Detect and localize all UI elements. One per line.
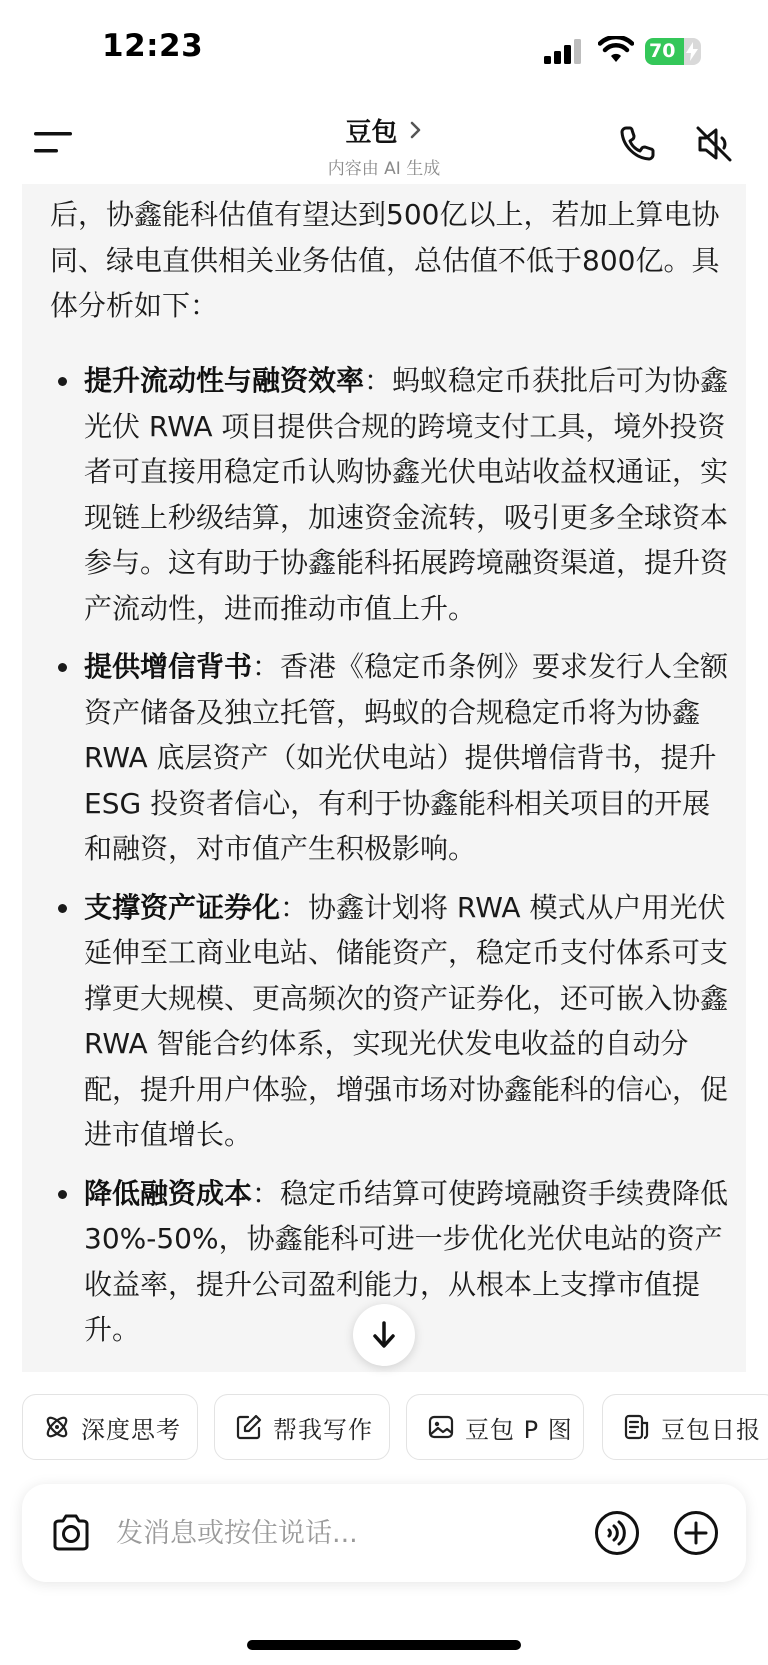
chip-image-edit[interactable] bbox=[406, 1394, 584, 1460]
bullet-dot bbox=[58, 377, 67, 386]
list-item bbox=[50, 644, 730, 872]
atom-icon bbox=[43, 1413, 71, 1441]
chip-label: 帮我写作 bbox=[273, 1415, 373, 1444]
status-bar bbox=[0, 0, 768, 100]
battery-indicator bbox=[645, 38, 701, 65]
charging-bolt-icon bbox=[686, 42, 698, 61]
chip-daily-report[interactable] bbox=[602, 1394, 768, 1460]
chat-scroll-area[interactable] bbox=[22, 184, 746, 1372]
mute-speaker-icon[interactable] bbox=[694, 124, 734, 164]
list-item bbox=[50, 358, 730, 631]
bullet-heading: 提供增信背书 bbox=[84, 650, 253, 683]
voice-call-icon[interactable] bbox=[594, 1510, 640, 1556]
cellular-signal-icon bbox=[544, 38, 584, 64]
bullet-heading: 支撑资产证券化 bbox=[84, 890, 281, 924]
bullet-body: ：蚂蚁稳定币获批后可为协鑫光伏 RWA 项目提供合规的跨境支付工具，境外投资者可直接用稳定币认购协鑫光伏电站收益权通证，实现链上秒级结算，加速资金流转，吸引更多全球资本参与。这有助于协鑫能科拓展跨境融资渠道，提升资产流动性，进而推动市值上升。 bbox=[84, 364, 729, 625]
bullet-dot bbox=[58, 663, 67, 672]
quick-action-bar bbox=[22, 1394, 768, 1462]
chip-writing[interactable] bbox=[214, 1394, 390, 1460]
message-bullet-list bbox=[50, 358, 730, 1366]
bullet-body: ：香港《稳定币条例》要求发行人全额资产储备及独立托管，蚂蚁的合规稳定币将为协鑫 RWA 底层资产（如光伏电站）提供增信背书，提升 ESG 投资者信心，有利于协鑫能科相关项目的开展和融资，对市值产生积极影响。 bbox=[84, 650, 729, 865]
phone-icon[interactable] bbox=[617, 124, 657, 164]
status-time: 12:23 bbox=[102, 28, 204, 64]
battery-percent: 70 bbox=[649, 40, 676, 62]
home-indicator bbox=[247, 1640, 521, 1650]
edit-icon bbox=[235, 1413, 263, 1441]
message-intro: 后，协鑫能科估值有望达到500亿以上，若加上算电协同、绿电直供相关业务估值，总估值不低于800亿。具体分析如下： bbox=[50, 198, 720, 322]
ai-generated-note: 内容由 AI 生成 bbox=[327, 159, 441, 179]
plus-circle-icon[interactable] bbox=[673, 1510, 719, 1556]
camera-icon[interactable] bbox=[49, 1511, 93, 1555]
chevron-right-icon bbox=[409, 120, 423, 140]
chat-header bbox=[0, 100, 768, 184]
bullet-heading: 提升流动性与融资效率 bbox=[84, 364, 365, 397]
image-edit-icon bbox=[427, 1413, 455, 1441]
chip-deep-thinking[interactable] bbox=[22, 1394, 198, 1460]
bullet-body: ：协鑫计划将 RWA 模式从户用光伏延伸至工商业电站、储能资产，稳定币支付体系可支撑更大规模、更高频次的资产证券化，还可嵌入协鑫 RWA 智能合约体系，实现光伏发电收益的自动分配，提升用户体验，增强市场对协鑫能科的信心，促进市值增长。 bbox=[84, 890, 729, 1151]
bot-message-bubble bbox=[22, 184, 746, 1372]
bullet-body: ：稳定币结算可使跨境融资手续费降低 30%-50%，协鑫能科可进一步优化光伏电站的资产收益率，提升公司盈利能力，从根本上支撑市值提升。 bbox=[84, 1176, 729, 1346]
chip-label: 豆包日报 bbox=[661, 1415, 761, 1444]
chip-label: 豆包 P 图 bbox=[465, 1415, 573, 1444]
scroll-to-bottom-button[interactable] bbox=[353, 1304, 415, 1366]
message-composer bbox=[22, 1484, 746, 1582]
bullet-dot bbox=[58, 904, 67, 913]
bot-name: 豆包 bbox=[345, 118, 398, 148]
bullet-dot bbox=[58, 1190, 67, 1199]
arrow-down-icon bbox=[371, 1320, 397, 1350]
wifi-icon bbox=[598, 36, 634, 64]
chip-label: 深度思考 bbox=[81, 1415, 181, 1444]
message-input[interactable] bbox=[116, 1508, 576, 1558]
bullet-heading: 降低融资成本 bbox=[84, 1176, 253, 1210]
daily-report-icon bbox=[623, 1413, 651, 1441]
list-item bbox=[50, 885, 730, 1158]
